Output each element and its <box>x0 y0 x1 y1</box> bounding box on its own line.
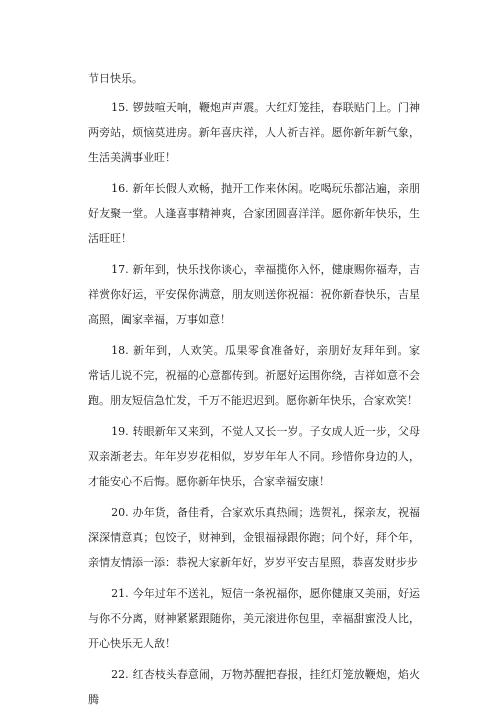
greeting-item-20 <box>88 500 420 575</box>
greeting-item-19 <box>88 419 420 494</box>
greeting-item-15 <box>88 95 420 170</box>
greeting-item-17 <box>88 257 420 332</box>
item-number: 15. <box>111 101 129 114</box>
item-text: 新年到，人欢笑。瓜果零食准备好，亲朋好友拜年到。家 常话儿说不完，祝福的心意都传到。祈愿好运围你绕，吉祥如意不会 跑。朋友短信急忙发，千万不能迟迟到。愿你新年快乐，合家欢笑！ <box>88 344 420 407</box>
greeting-item-22 <box>88 662 420 712</box>
item-number: 17. <box>111 263 129 276</box>
item-text: 办年货，备佳肴，合家欢乐真热闹；选贺礼，探亲友，祝福 深深情意真；包饺子，财神到，金银福禄跟你跑；问个好，拜个年， 亲情友情添一添：恭祝大家新年好，岁岁平安吉星照，恭喜发财步步 <box>88 506 420 569</box>
item-text: 锣鼓喧天响，鞭炮声声震。大红灯笼挂，春联贴门上。门神 两旁站，烦恼莫进房。新年喜庆祥，人人祈吉祥。愿你新年新气象， 生活美满事业旺！ <box>88 101 420 164</box>
item-number: 22. <box>111 668 129 681</box>
item-number: 20. <box>111 506 129 519</box>
greeting-item-18 <box>88 338 420 413</box>
item-text: 今年过年不送礼，短信一条祝福你，愿你健康又美丽，好运 与你不分离，财神紧紧跟随你，美元滚进你包里，幸福甜蜜没人比， 开心快乐无人敌！ <box>88 587 420 650</box>
item-text: 新年长假人欢畅，抛开工作来休闲。吃喝玩乐都沾遍，亲朋 好友聚一堂。人逢喜事精神爽，合家团圆喜洋洋。愿你新年快乐，生 活旺旺！ <box>88 182 420 245</box>
item-number: 19. <box>111 425 129 438</box>
greeting-item-21 <box>88 581 420 656</box>
greeting-item-16 <box>88 176 420 251</box>
document-body <box>88 66 420 718</box>
item-text: 新年到，快乐找你谈心，幸福揽你入怀，健康赐你福寿，吉 祥赏你好运，平安保你满意，朋友则送你祝福：祝你新春快乐，吉星 高照，阖家幸福，万事如意！ <box>88 263 420 326</box>
item-text: 转眼新年又来到，不觉人又长一岁。子女成人近一步，父母 双亲渐老去。年年岁岁花相似，岁岁年年人不同。珍惜你身边的人， 才能安心不后悔。愿你新年快乐，合家幸福安康！ <box>88 425 420 488</box>
item-number: 16. <box>111 182 129 195</box>
item-number: 18. <box>111 344 129 357</box>
item-text: 红杏枝头春意闹，万物苏醒把春报，挂红灯笼放鞭炮，焰火 腾 <box>88 668 420 706</box>
intro-line: 节日快乐。 <box>88 72 143 85</box>
item-number: 21. <box>111 587 129 600</box>
